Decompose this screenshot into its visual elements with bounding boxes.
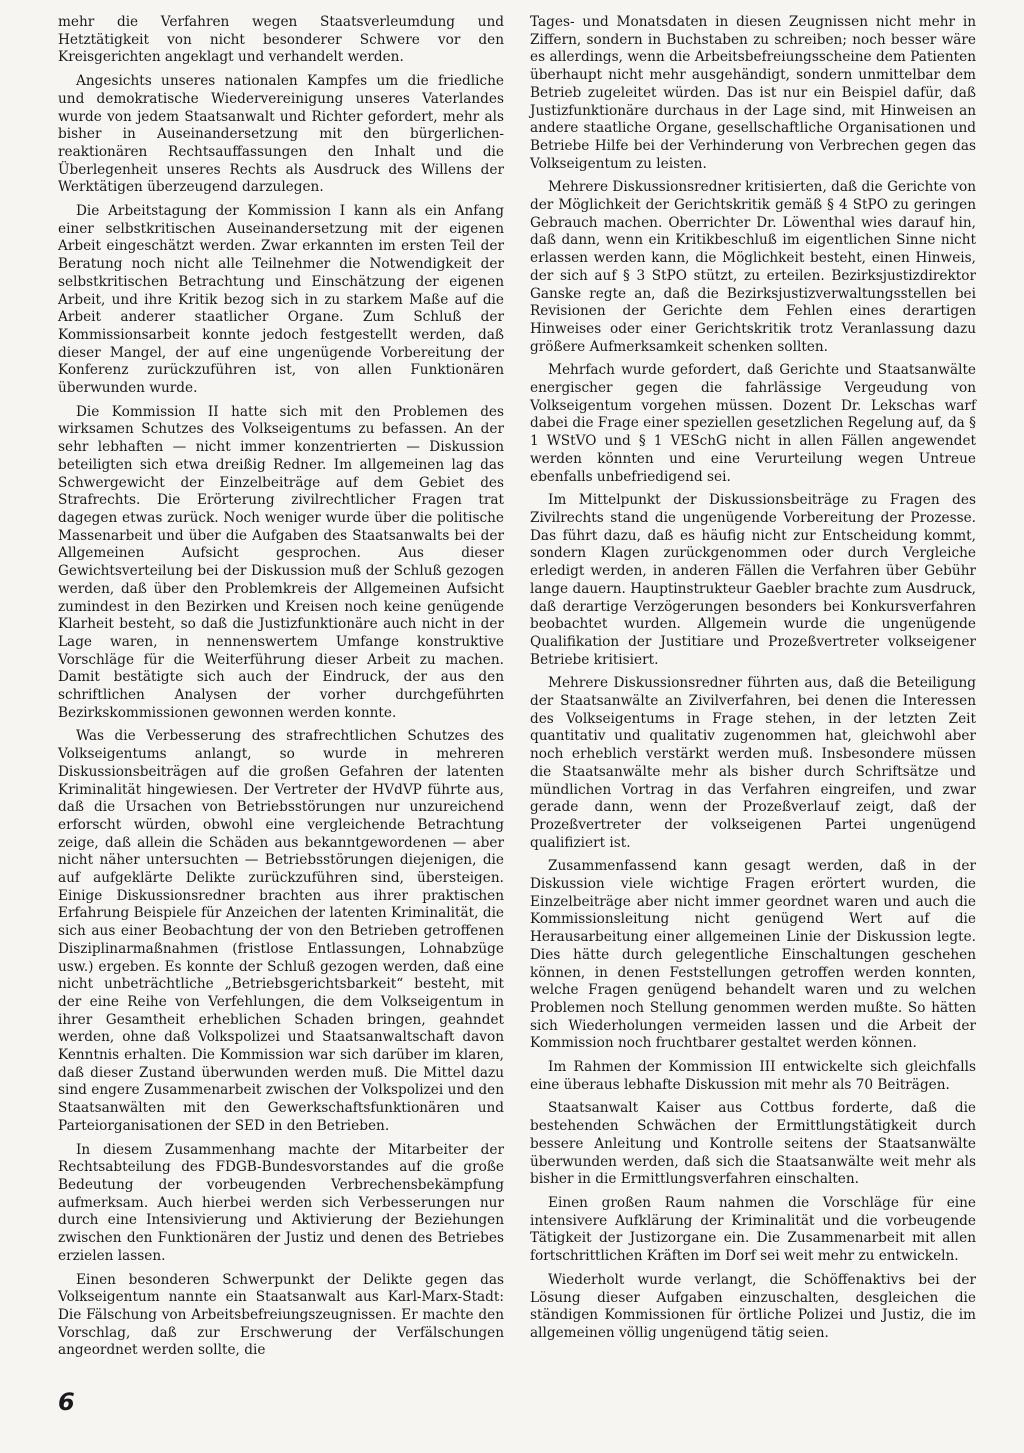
page-number: 6 (58, 1388, 75, 1416)
text-column-left (58, 14, 504, 1366)
paragraph: Staatsanwalt Kaiser aus Cottbus forderte, daß die bestehenden Schwächen der Ermittlungstätigkeit durch bessere Anleitung und Kontrolle seitens der Staatsanwälte überwunden werden, daß sich die Staatsanwälte weit mehr als bisher in die Ermittlungsverfahren einschalten. (530, 1100, 976, 1188)
paragraph: Was die Verbesserung des strafrechtlichen Schutzes des Volkseigentums anlangt, so wurde in mehreren Diskussionsbeiträgen auf die großen Gefahren der latenten Kriminalität hingewiesen. Der Vertreter der HVdVP führte aus, daß die Ursachen von Betriebsstörungen nur unzureichend erforscht würden, obwohl eine vergleichende Betrachtung zeige, daß allein die Schäden aus bekanntgewordenen — aber nicht näher untersuchten — Betriebsstörungen diejenigen, die auf aufgeklärte Delikte zurückzuführen sind, übersteigen. Einige Diskussionsredner brachten aus ihrer praktischen Erfahrung Beispiele für Anzeichen der latenten Kriminalität, die sich aus einer Beobachtung der von den Betrieben getroffenen Disziplinarmaßnahmen (fristlose Entlassungen, Lohnabzüge usw.) ergeben. Es konnte der Schluß gezogen werden, daß eine nicht unbeträchtliche „Betriebsgerichtsbarkeit“ besteht, mit der eine Reihe von Verfehlungen, die dem Volkseigentum in ihrer Gesamtheit erheblichen Schaden bringen, geahndet werden, ohne daß Volkspolizei und Staatsanwaltschaft davon Kenntnis erhalten. Die Kommission war sich darüber im klaren, daß dieser Zustand überwunden werden muß. Die Mittel dazu sind engere Zusammenarbeit zwischen der Volkspolizei und den Staatsanwälten mit den Gewerkschaftsfunktionären und Parteiorganisationen der SED in den Betrieben. (58, 728, 504, 1134)
paragraph: In diesem Zusammenhang machte der Mitarbeiter der Rechtsabteilung des FDGB-Bundesvorstandes auf die große Bedeutung der vorbeugenden Verbrechensbekämpfung aufmerksam. Auch hierbei werden sich Verbesserungen nur durch eine Intensivierung und Aktivierung der Beziehungen zwischen den Funktionären der Justiz und denen des Betriebes erzielen lassen. (58, 1141, 504, 1264)
text-column-right (530, 14, 976, 1349)
paragraph: Wiederholt wurde verlangt, die Schöffenaktivs bei der Lösung dieser Aufgaben einzuschalten, desgleichen die ständigen Kommissionen für örtliche Polizei und Justiz, die im allgemeinen völlig ungenügend tätig seien. (530, 1271, 976, 1341)
paragraph: Einen besonderen Schwerpunkt der Delikte gegen das Volkseigentum nannte ein Staatsanwalt aus Karl-Marx-Stadt: Die Fälschung von Arbeitsbefreiungszeugnissen. Er machte den Vorschlag, daß zur Erschwerung der Verfälschungen angeordnet werden sollte, die (58, 1271, 504, 1359)
paragraph: Im Mittelpunkt der Diskussionsbeiträge zu Fragen des Zivilrechts stand die ungenügende Vorbereitung der Prozesse. Das führt dazu, daß es häufig nicht zur Entscheidung kommt, sondern Klagen zurückgenommen oder durch Vergleiche erledigt werden, in anderen Fällen die Verfahren über Gebühr lange dauern. Hauptinstrukteur Gaebler brachte zum Ausdruck, daß derartige Verzögerungen besonders bei Konkursverfahren beobachtet wurden. Allgemein wurde die ungenügende Qualifikation der Justitiare und Prozeßvertreter volkseigener Betriebe kritisiert. (530, 492, 976, 668)
paragraph: Angesichts unseres nationalen Kampfes um die friedliche und demokratische Wiedervereinigung unseres Vaterlandes wurde von jedem Staatsanwalt und Richter gefordert, mehr als bisher in Auseinandersetzung mit den bürgerlichen-reaktionären Rechtsauffassungen den Inhalt und die Überlegenheit unseres Rechts als Ausdruck des Willens der Werktätigen überzeugend darzulegen. (58, 73, 504, 196)
paragraph: Einen großen Raum nahmen die Vorschläge für eine intensivere Aufklärung der Kriminalität und die vorbeugende Tätigkeit der Justizorgane ein. Die Zusammenarbeit mit allen fortschrittlichen Kräften im Dorf sei weit mehr zu entwickeln. (530, 1195, 976, 1265)
paragraph: Die Kommission II hatte sich mit den Problemen des wirksamen Schutzes des Volkseigentums zu befassen. An der sehr lebhaften — nicht immer konzentrierten — Diskussion beteiligten sich etwa dreißig Redner. Im allgemeinen lag das Schwergewicht der Einzelbeiträge auf dem Gebiet des Strafrechts. Die Erörterung zivilrechtlicher Fragen trat dagegen etwas zurück. Noch weniger wurde über die politische Massenarbeit und über die Aufgaben des Staatsanwalts bei der Allgemeinen Aufsicht gesprochen. Aus dieser Gewichtsverteilung bei der Diskussion muß der Schluß gezogen werden, daß über den Problemkreis der Allgemeinen Aufsicht zumindest in den Bezirken und Kreisen noch keine genügende Klarheit besteht, so daß die Justizfunktionäre auch nicht in der Lage waren, in nennenswertem Umfange konstruktive Vorschläge für die Weiterführung dieser Arbeit zu machen. Damit bestätigte sich auch der Eindruck, der aus den schriftlichen Analysen der vorher durchgeführten Bezirkskommissionen gewonnen werden konnte. (58, 403, 504, 721)
paragraph: Mehrere Diskussionsredner kritisierten, daß die Gerichte von der Möglichkeit der Gerichtskritik gemäß § 4 StPO zu geringen Gebrauch machen. Oberrichter Dr. Löwenthal wies darauf hin, daß dann, wenn ein Kritikbeschluß im eigentlichen Sinne nicht erlassen werden kann, die Möglichkeit besteht, einen Hinweis, der sich auf § 3 StPO stützt, zu erteilen. Bezirksjustizdirektor Ganske regte an, daß die Bezirksjustizverwaltungsstellen bei Revisionen der Gerichte dem Fehlen eines derartigen Hinweises oder einer Gerichtskritik trotz Veranlassung dazu größere Aufmerksamkeit schenken sollten. (530, 179, 976, 355)
paragraph: Im Rahmen der Kommission III entwickelte sich gleichfalls eine überaus lebhafte Diskussion mit mehr als 70 Beiträgen. (530, 1059, 976, 1093)
paragraph: Tages- und Monatsdaten in diesen Zeugnissen nicht mehr in Ziffern, sondern in Buchstaben zu schreiben; noch besser wäre es allerdings, wenn die Arbeitsbefreiungsscheine dem Patienten überhaupt nicht mehr ausgehändigt, sondern unmittelbar dem Betrieb zugeleitet würden. Das ist nur ein Beispiel dafür, daß Justizfunktionäre durchaus in der Lage sind, mit Hinweisen an andere staatliche Organe, gesellschaftliche Organisationen und Betriebe Hilfe bei der Verhinderung von Verbrechen gegen das Volkseigentum zu leisten. (530, 14, 976, 172)
paragraph: Zusammenfassend kann gesagt werden, daß in der Diskussion viele wichtige Fragen erörtert wurden, die Einzelbeiträge aber nicht immer geordnet waren und auch die Kommissionsleitung nicht genügend Wert auf die Herausarbeitung einer allgemeinen Linie der Diskussion legte. Dies hätte durch gelegentliche Einschaltungen geschehen können, in denen Feststellungen getroffen werden konnten, welche Fragen genügend behandelt waren und zu welchen Problemen noch Stellung genommen werden mußte. So hätten sich Wiederholungen vermeiden lassen und die Arbeit der Kommission noch fruchtbarer gestaltet werden können. (530, 858, 976, 1052)
paragraph: Mehrere Diskussionsredner führten aus, daß die Beteiligung der Staatsanwälte an Zivilverfahren, bei denen die Interessen des Volkseigentums in Frage stehen, in der letzten Zeit quantitativ und qualitativ zugenommen hat, gleichwohl aber noch erheblich verstärkt werden muß. Insbesondere müssen die Staatsanwälte mehr als bisher durch Schriftsätze und mündlichen Vortrag in das Verfahren eingreifen, und zwar gerade dann, wenn der Prozeßverlauf zeigt, daß der Prozeßvertreter der volkseigenen Partei ungenügend qualifiziert ist. (530, 675, 976, 851)
paragraph: Mehrfach wurde gefordert, daß Gerichte und Staatsanwälte energischer gegen die fahrlässige Vergeudung von Volkseigentum vorgehen müssen. Dozent Dr. Lekschas warf dabei die Frage einer speziellen gesetzlichen Regelung auf, da § 1 WStVO und § 1 VESchG nicht in allen Fällen angewendet werden könnten und eine Verurteilung wegen Untreue ebenfalls unbefriedigend sei. (530, 362, 976, 485)
paragraph: Die Arbeitstagung der Kommission I kann als ein Anfang einer selbstkritischen Auseinandersetzung mit der eigenen Arbeit eingeschätzt werden. Zwar erkannten im ersten Teil der Beratung noch nicht alle Teilnehmer die Notwendigkeit der selbstkritischen Betrachtung und Einschätzung der eigenen Arbeit, und ihre Kritik bezog sich in zu starkem Maße auf die Arbeit anderer staatlicher Organe. Zum Schluß der Kommissionsarbeit konnte jedoch festgestellt werden, daß dieser Mangel, der auf eine ungenügende Vorbereitung der Konferenz zurückzuführen ist, von allen Funktionären überwunden wurde. (58, 203, 504, 397)
paragraph: mehr die Verfahren wegen Staatsverleumdung und Hetztätigkeit von nicht besonderer Schwere vor den Kreisgerichten angeklagt und verhandelt werden. (58, 14, 504, 66)
